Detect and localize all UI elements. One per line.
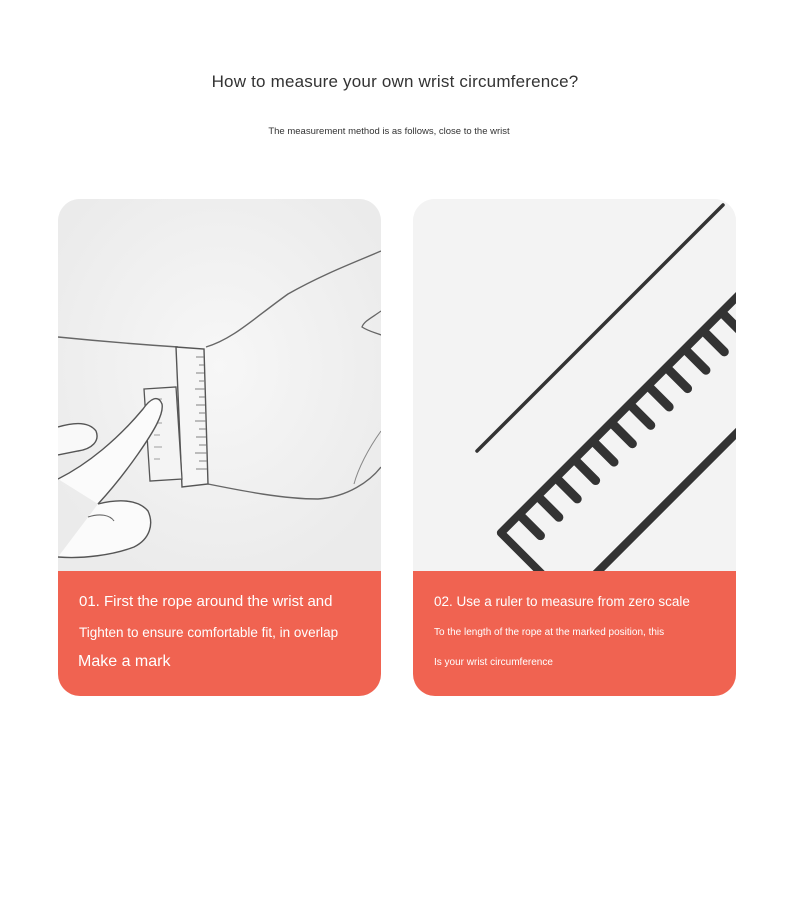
step-2-line-1: 02. Use a ruler to measure from zero scale: [434, 594, 690, 609]
step-2-line-2: To the length of the rope at the marked position, this: [434, 627, 665, 638]
step-1-line-3: Make a mark: [78, 653, 171, 670]
step-card-1: [58, 199, 381, 696]
step-1-line-1: 01. First the rope around the wrist and: [79, 593, 333, 610]
step-2-line-3: Is your wrist circumference: [434, 657, 553, 668]
page-subtitle: The measurement method is as follows, close to the wrist: [268, 126, 510, 137]
step-card-2: [413, 199, 736, 696]
step-1-line-2: Tighten to ensure comfortable fit, in overlap: [79, 625, 339, 640]
step-2-panel: [413, 571, 736, 696]
page-title: How to measure your own wrist circumference?: [211, 72, 579, 91]
step-1-panel: [58, 571, 381, 696]
ruler-illustration: [413, 199, 736, 571]
wrist-tape-illustration: [58, 199, 381, 571]
